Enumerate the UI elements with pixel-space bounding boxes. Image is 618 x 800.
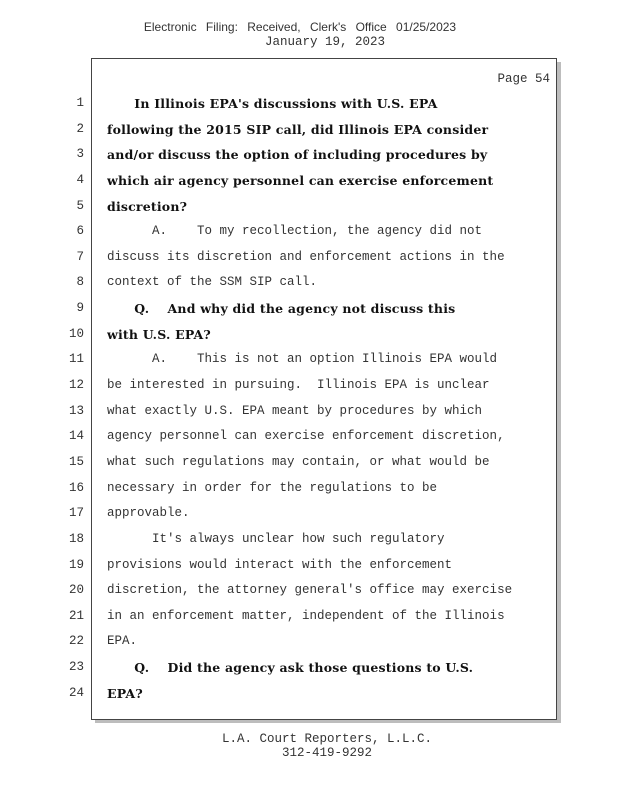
question-line: and/or discuss the option of including procedures by [107,147,488,163]
line-number: 16 [68,480,84,495]
line-number: 5 [76,198,84,213]
line-number: 21 [68,608,84,623]
line-number: 8 [76,275,84,290]
question-line: with U.S. EPA? [107,326,211,342]
line-number: 18 [68,531,84,546]
line-number: 3 [76,147,84,162]
line-number: 17 [68,506,84,521]
line-number: 24 [68,685,84,700]
line-number: 10 [68,326,84,341]
answer-line: It's always unclear how such regulatory [107,531,445,546]
answer-line: discretion, the attorney general's office may exercise [107,583,513,598]
answer-line: in an enforcement matter, independent of the Illinois [107,608,505,623]
answer-line: discuss its discretion and enforcement actions in the [107,249,505,264]
line-number: 12 [68,378,84,393]
line-number: 7 [76,249,84,264]
line-number: 23 [68,660,84,675]
answer-line: provisions would interact with the enforcement [107,557,453,572]
answer-line: EPA. [107,634,138,649]
question-line: discretion? [107,198,188,214]
transcript-body [107,91,552,706]
page-number: Page 54 [497,72,550,86]
line-number: 13 [68,403,84,418]
line-number: 20 [68,583,84,598]
answer-line: be interested in pursuing. Illinois EPA is unclear [107,378,490,393]
answer-line: A. To my recollection, the agency did not [107,224,483,239]
question-line: Q. And why did the agency not discuss this [107,301,456,317]
answer-line: context of the SSM SIP call. [107,275,318,290]
answer-line: what such regulations may contain, or what would be [107,454,490,469]
line-number: 6 [76,224,84,239]
question-line: which air agency personnel can exercise enforcement [107,172,494,188]
answer-line: agency personnel can exercise enforcement discretion, [107,429,505,444]
court-reporter-phone: 312-419-9292 [281,746,372,760]
line-number: 14 [68,429,84,444]
line-number: 19 [68,557,84,572]
line-number: 22 [68,634,84,649]
line-number-column [50,91,84,706]
answer-line: A. This is not an option Illinois EPA would [107,352,498,367]
filing-stamp: Electronic Filing: Received, Clerk's Office 01/25/2023 [143,20,457,34]
line-number: 9 [76,301,84,316]
line-number: 11 [68,352,84,367]
line-number: 4 [76,172,84,187]
question-line: In Illinois EPA's discussions with U.S. EPA [107,96,438,111]
question-line: Q. Did the agency ask those questions to U.S. [107,660,474,676]
court-reporter-name: L.A. Court Reporters, L.L.C. [221,732,433,746]
line-number: 2 [76,121,84,136]
question-line: following the 2015 SIP call, did Illinois EPA consider [107,121,489,137]
answer-line: approvable. [107,506,190,521]
answer-line: what exactly U.S. EPA meant by procedures by which [107,403,483,418]
answer-line: necessary in order for the regulations to be [107,480,438,495]
line-number: 15 [68,454,84,469]
question-line: EPA? [107,685,143,701]
line-number: 1 [76,96,84,110]
transcript-date: January 19, 2023 [264,35,386,49]
